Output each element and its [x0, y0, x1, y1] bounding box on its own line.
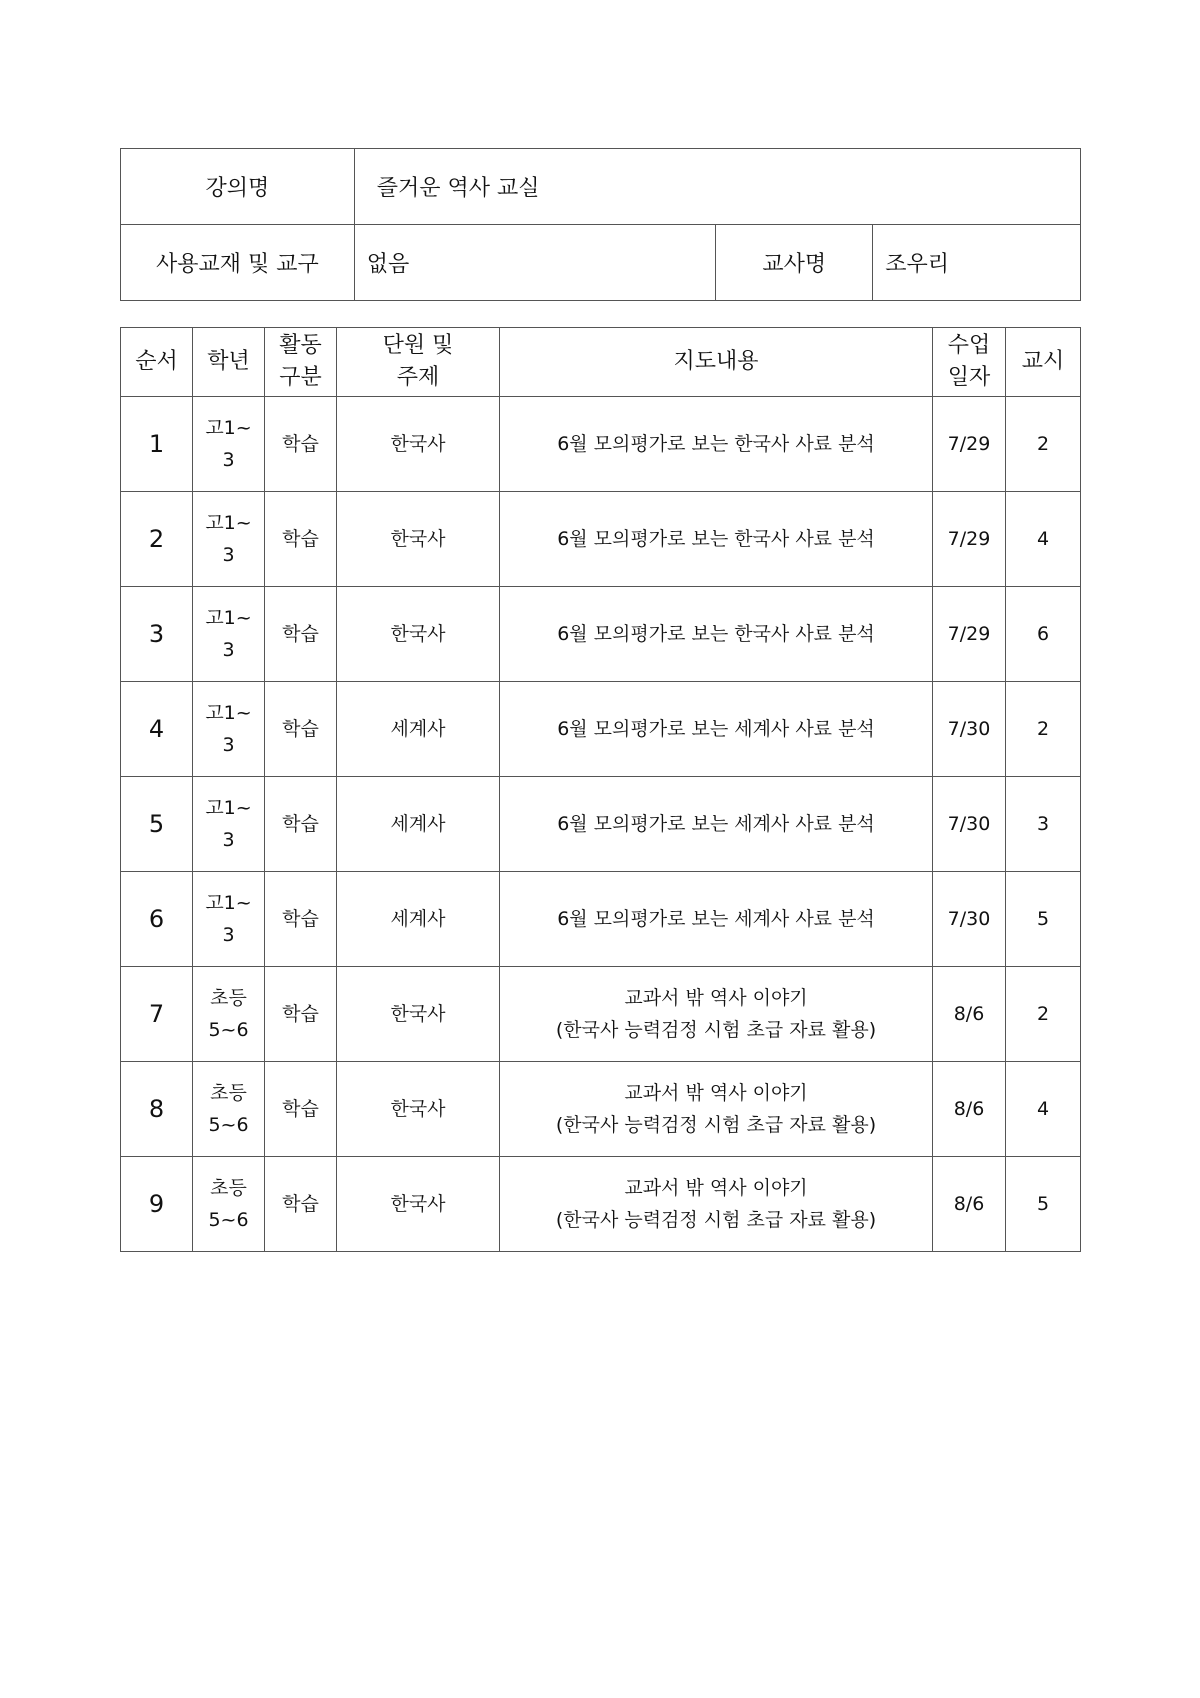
- cell-period: 6: [1006, 587, 1081, 682]
- cell-unit: 한국사: [337, 1157, 500, 1252]
- cell-date: 7/29: [933, 587, 1006, 682]
- cell-activity: 학습: [265, 682, 337, 777]
- teacher-label: 교사명: [716, 225, 873, 301]
- course-name-row: [121, 149, 1081, 225]
- cell-order: 8: [121, 1062, 193, 1157]
- cell-date: 8/6: [933, 1062, 1006, 1157]
- table-row: [121, 1157, 1081, 1252]
- table-row: [121, 397, 1081, 492]
- teacher-name: 조우리: [873, 225, 1081, 301]
- table-row: [121, 967, 1081, 1062]
- cell-date: 7/30: [933, 777, 1006, 872]
- cell-unit: 한국사: [337, 967, 500, 1062]
- cell-activity: 학습: [265, 967, 337, 1062]
- material-teacher-row: [121, 225, 1081, 301]
- cell-period: 5: [1006, 1157, 1081, 1252]
- header-activity: 활동 구분: [265, 328, 337, 397]
- schedule-table: [120, 327, 1081, 1252]
- cell-unit: 세계사: [337, 872, 500, 967]
- table-row: [121, 872, 1081, 967]
- cell-date: 8/6: [933, 1157, 1006, 1252]
- cell-order: 5: [121, 777, 193, 872]
- cell-grade: 고1~ 3: [193, 682, 265, 777]
- course-label: 강의명: [121, 149, 355, 225]
- cell-order: 6: [121, 872, 193, 967]
- header-period: 교시: [1006, 328, 1081, 397]
- cell-date: 8/6: [933, 967, 1006, 1062]
- course-info-table: [120, 148, 1081, 301]
- cell-period: 2: [1006, 397, 1081, 492]
- cell-date: 7/29: [933, 492, 1006, 587]
- table-row: [121, 1062, 1081, 1157]
- cell-grade: 고1~ 3: [193, 872, 265, 967]
- cell-order: 4: [121, 682, 193, 777]
- cell-unit: 한국사: [337, 1062, 500, 1157]
- cell-activity: 학습: [265, 492, 337, 587]
- cell-period: 3: [1006, 777, 1081, 872]
- cell-grade: 고1~ 3: [193, 777, 265, 872]
- cell-activity: 학습: [265, 587, 337, 682]
- material-value: 없음: [354, 225, 716, 301]
- cell-activity: 학습: [265, 777, 337, 872]
- cell-activity: 학습: [265, 1157, 337, 1252]
- cell-period: 4: [1006, 492, 1081, 587]
- header-unit: 단원 및 주제: [337, 328, 500, 397]
- table-row: [121, 587, 1081, 682]
- cell-unit: 세계사: [337, 682, 500, 777]
- cell-date: 7/30: [933, 682, 1006, 777]
- cell-content: 교과서 밖 역사 이야기 (한국사 능력검정 시험 초급 자료 활용): [500, 967, 933, 1062]
- cell-unit: 세계사: [337, 777, 500, 872]
- cell-unit: 한국사: [337, 587, 500, 682]
- cell-content: 6월 모의평가로 보는 세계사 사료 분석: [500, 777, 933, 872]
- cell-order: 2: [121, 492, 193, 587]
- cell-period: 2: [1006, 682, 1081, 777]
- cell-order: 9: [121, 1157, 193, 1252]
- header-date: 수업 일자: [933, 328, 1006, 397]
- cell-content: 교과서 밖 역사 이야기 (한국사 능력검정 시험 초급 자료 활용): [500, 1062, 933, 1157]
- header-grade: 학년: [193, 328, 265, 397]
- material-label: 사용교재 및 교구: [121, 225, 355, 301]
- cell-grade: 초등 5~6: [193, 967, 265, 1062]
- cell-date: 7/29: [933, 397, 1006, 492]
- cell-content: 교과서 밖 역사 이야기 (한국사 능력검정 시험 초급 자료 활용): [500, 1157, 933, 1252]
- cell-order: 1: [121, 397, 193, 492]
- cell-grade: 고1~ 3: [193, 587, 265, 682]
- cell-order: 7: [121, 967, 193, 1062]
- cell-content: 6월 모의평가로 보는 세계사 사료 분석: [500, 682, 933, 777]
- header-order: 순서: [121, 328, 193, 397]
- cell-content: 6월 모의평가로 보는 세계사 사료 분석: [500, 872, 933, 967]
- cell-order: 3: [121, 587, 193, 682]
- table-row: [121, 682, 1081, 777]
- cell-grade: 고1~ 3: [193, 492, 265, 587]
- course-name: 즐거운 역사 교실: [354, 149, 1080, 225]
- cell-content: 6월 모의평가로 보는 한국사 사료 분석: [500, 587, 933, 682]
- cell-content: 6월 모의평가로 보는 한국사 사료 분석: [500, 397, 933, 492]
- schedule-header-row: [121, 328, 1081, 397]
- cell-grade: 초등 5~6: [193, 1157, 265, 1252]
- header-content: 지도내용: [500, 328, 933, 397]
- table-row: [121, 492, 1081, 587]
- cell-activity: 학습: [265, 872, 337, 967]
- cell-date: 7/30: [933, 872, 1006, 967]
- cell-activity: 학습: [265, 1062, 337, 1157]
- cell-activity: 학습: [265, 397, 337, 492]
- table-row: [121, 777, 1081, 872]
- cell-grade: 고1~ 3: [193, 397, 265, 492]
- cell-period: 2: [1006, 967, 1081, 1062]
- cell-unit: 한국사: [337, 492, 500, 587]
- cell-period: 5: [1006, 872, 1081, 967]
- cell-grade: 초등 5~6: [193, 1062, 265, 1157]
- cell-unit: 한국사: [337, 397, 500, 492]
- cell-content: 6월 모의평가로 보는 한국사 사료 분석: [500, 492, 933, 587]
- cell-period: 4: [1006, 1062, 1081, 1157]
